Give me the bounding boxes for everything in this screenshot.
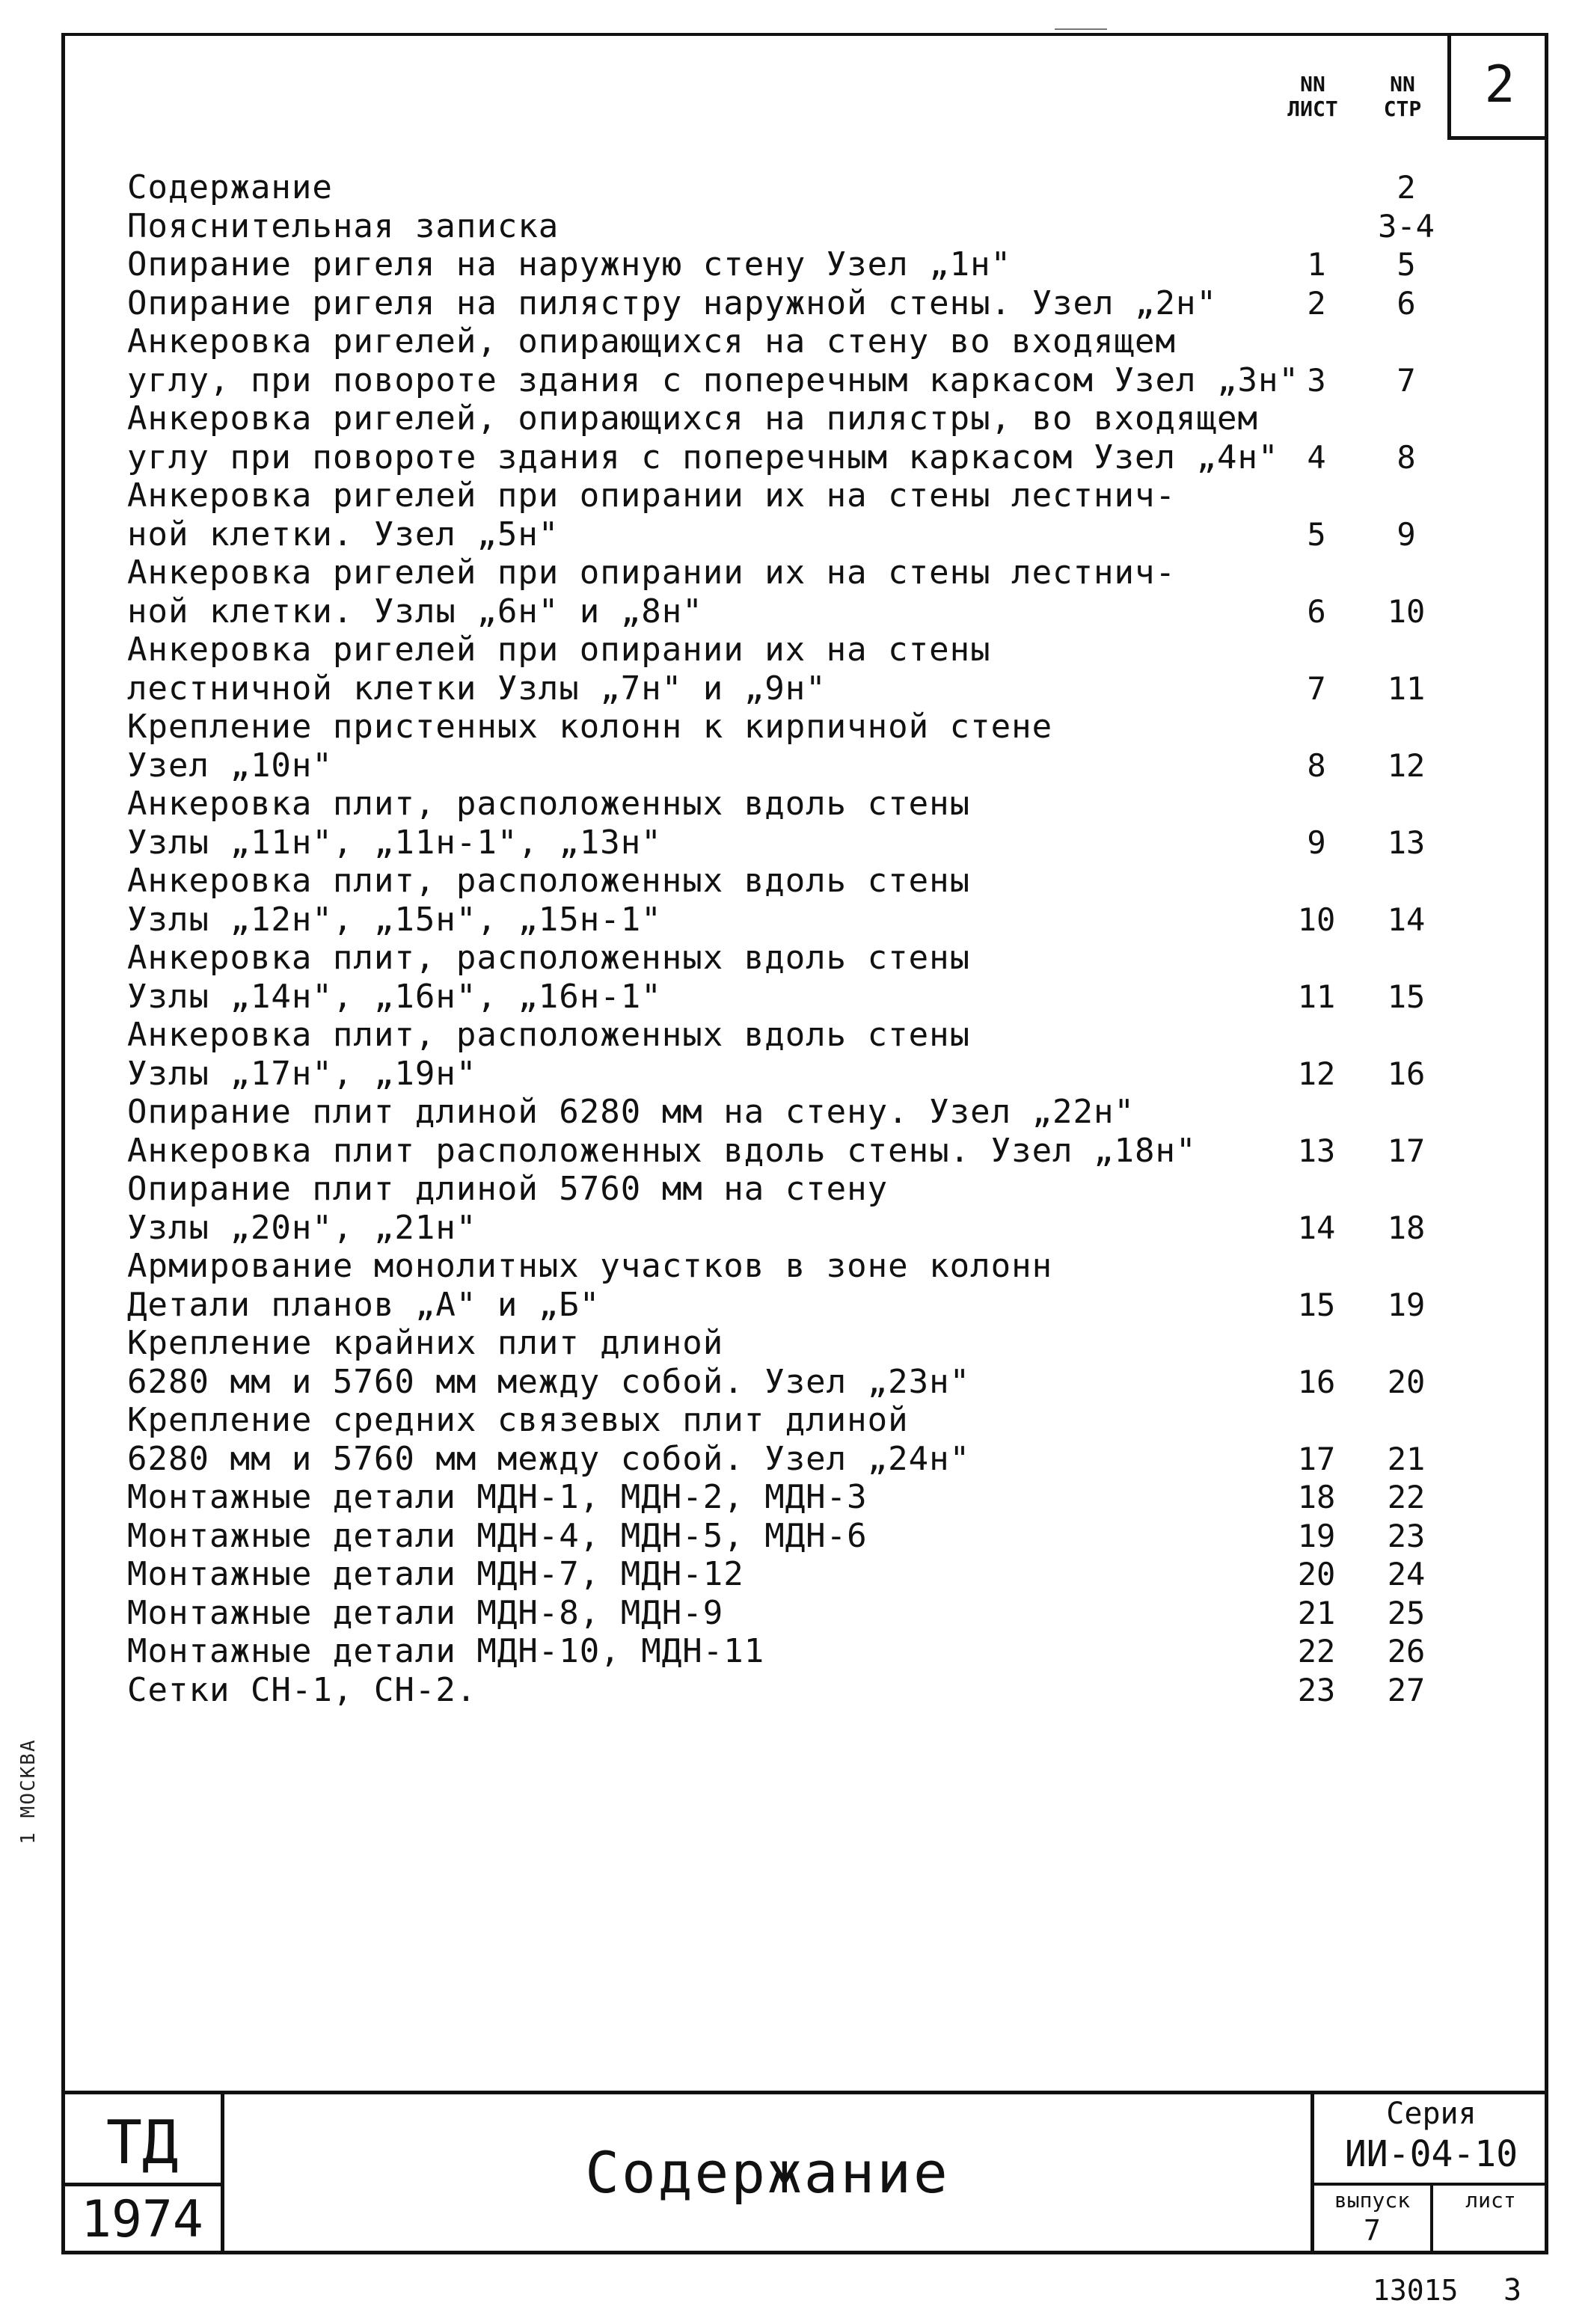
toc-sheet-number: 23 <box>1297 1671 1336 1708</box>
toc-sheet-number: 18 <box>1297 1479 1336 1515</box>
toc-page-number: 21 <box>1387 1440 1426 1477</box>
toc-entry-line: Пояснительная записка <box>127 206 560 245</box>
title-block-series-divider <box>1310 2183 1548 2186</box>
toc-page-number: 23 <box>1387 1517 1426 1554</box>
column-header-page-line1: NN <box>1390 72 1415 96</box>
toc-entry-line: 6280 мм и 5760 мм между собой. Узел „23н" <box>127 1362 971 1401</box>
toc-entry-line: Содержание <box>127 168 333 206</box>
toc-page-number: 9 <box>1397 515 1416 553</box>
toc-entry-line: лестничной клетки Узлы „7н" и „9н" <box>127 669 827 708</box>
toc-sheet-number: 10 <box>1297 901 1336 938</box>
toc-entry-line: Детали планов „А" и „Б" <box>127 1285 601 1324</box>
toc-sheet-number: 19 <box>1297 1517 1336 1554</box>
toc-sheet-number: 8 <box>1307 746 1326 784</box>
toc-sheet-number: 1 <box>1307 246 1326 283</box>
toc-entry-line: Анкеровка ригелей, опирающихся на пилястры, во входящем <box>127 399 1258 438</box>
toc-entry-line: Анкеровка ригелей, опирающихся на стену во входящем <box>127 322 1177 361</box>
toc-entry-line: Монтажные детали МДН-1, МДН-2, МДН-3 <box>127 1478 868 1516</box>
toc-entry-line: Опирание ригеля на наружную стену Узел „1н" <box>127 245 1012 283</box>
toc-page-number: 20 <box>1387 1363 1426 1400</box>
toc-page-number: 25 <box>1387 1594 1426 1631</box>
toc-sheet-number: 4 <box>1307 438 1326 476</box>
toc-page-number: 11 <box>1387 669 1426 707</box>
toc-entry-line: Опирание плит длиной 5760 мм на стену <box>127 1170 889 1208</box>
toc-page-number: 26 <box>1387 1633 1426 1670</box>
toc-entry-line: Узлы „11н", „11н-1", „13н" <box>127 823 662 862</box>
bottom-note-left: 13015 <box>1373 2274 1459 2307</box>
bottom-note-right: 3 <box>1503 2273 1522 2308</box>
toc-entry-line: Анкеровка плит, расположенных вдоль стены <box>127 1016 971 1054</box>
toc-sheet-number: 2 <box>1307 284 1326 322</box>
toc-page-number: 5 <box>1397 246 1416 283</box>
toc-entry-line: Монтажные детали МДН-10, МДН-11 <box>127 1632 765 1670</box>
title-block-top-line <box>61 2091 1548 2094</box>
toc-sheet-number: 14 <box>1297 1209 1336 1246</box>
toc-entry-line: Анкеровка плит, расположенных вдоль стены <box>127 939 971 977</box>
toc-entry-line: Опирание плит длиной 6280 мм на стену. Узел „22н" <box>127 1093 1135 1131</box>
toc-entry-line: Узлы „17н", „19н" <box>127 1054 477 1093</box>
toc-entry-line: Монтажные детали МДН-8, МДН-9 <box>127 1593 724 1632</box>
issue-value: 7 <box>1364 2214 1381 2247</box>
toc-entry-line: углу, при повороте здания с поперечным каркасом Узел „3н" <box>127 361 1299 399</box>
toc-page-number: 17 <box>1387 1132 1426 1169</box>
toc-sheet-number: 5 <box>1307 515 1326 553</box>
title-block-year-divider <box>61 2183 222 2186</box>
column-header-sheet-line1: NN <box>1300 72 1325 96</box>
page-number-box <box>1447 33 1548 140</box>
toc-entry-line: Анкеровка ригелей при опирании их на стены лестнич- <box>127 554 1177 592</box>
toc-page-number: 12 <box>1387 746 1426 784</box>
top-mark <box>1055 28 1107 30</box>
toc-page-number: 14 <box>1387 901 1426 938</box>
toc-page-number: 24 <box>1387 1556 1426 1592</box>
toc-entry-line: Анкеровка ригелей при опирании их на стены <box>127 631 991 669</box>
toc-entry-line: Анкеровка плит, расположенных вдоль стены <box>127 862 971 900</box>
toc-sheet-number: 7 <box>1307 669 1326 707</box>
sheet-title: Содержание <box>585 2139 950 2206</box>
toc-page-number: 7 <box>1397 361 1416 399</box>
year: 1974 <box>81 2190 203 2249</box>
toc-page-number: 19 <box>1387 1286 1426 1323</box>
toc-entry-line: ной клетки. Узлы „6н" и „8н" <box>127 592 703 631</box>
toc-entry-line: Сетки СН-1, СН-2. <box>127 1670 477 1709</box>
toc-page-number: 2 <box>1397 169 1416 206</box>
toc-entry-line: ной клетки. Узел „5н" <box>127 515 560 554</box>
toc-sheet-number: 11 <box>1297 978 1336 1015</box>
toc-entry-line: Анкеровка ригелей при опирании их на стены лестнич- <box>127 476 1177 515</box>
series-label: Серия <box>1386 2097 1477 2131</box>
toc-entry-line: Анкеровка плит расположенных вдоль стены. Узел „18н" <box>127 1131 1197 1170</box>
toc-entry-line: углу при повороте здания с поперечным каркасом Узел „4н" <box>127 438 1279 476</box>
toc-entry-line: Крепление пристенных колонн к кирпичной стене <box>127 708 1053 746</box>
issue-label: выпуск <box>1334 2188 1411 2213</box>
toc-entry-line: Узлы „12н", „15н", „15н-1" <box>127 900 662 939</box>
toc-page-number: 16 <box>1387 1055 1426 1092</box>
column-header-sheet <box>1275 72 1350 121</box>
column-header-sheet-line2: ЛИСТ <box>1287 96 1338 121</box>
toc-page-number: 3-4 <box>1378 207 1435 245</box>
sheet-label: лист <box>1465 2188 1516 2213</box>
toc-sheet-number: 22 <box>1297 1633 1336 1670</box>
toc-page-number: 10 <box>1387 592 1426 630</box>
toc-sheet-number: 3 <box>1307 361 1326 399</box>
toc-page-number: 22 <box>1387 1479 1426 1515</box>
toc-sheet-number: 12 <box>1297 1055 1336 1092</box>
page-number: 2 <box>1484 55 1515 114</box>
toc-sheet-number: 9 <box>1307 824 1326 861</box>
toc-sheet-number: 21 <box>1297 1594 1336 1631</box>
side-print <box>13 1608 43 1982</box>
toc-entry-line: Анкеровка плит, расположенных вдоль стены <box>127 785 971 823</box>
series-value: ИИ-04-10 <box>1344 2133 1518 2175</box>
toc-entry-line: Узлы „14н", „16н", „16н-1" <box>127 977 662 1016</box>
toc-sheet-number: 13 <box>1297 1132 1336 1169</box>
toc-entry-line: Армирование монолитных участков в зоне колонн <box>127 1247 1053 1285</box>
column-header-page-line2: СТР <box>1383 96 1422 121</box>
toc-page-number: 27 <box>1387 1671 1426 1708</box>
toc-sheet-number: 6 <box>1307 592 1326 630</box>
toc-page-number: 6 <box>1397 284 1416 322</box>
toc-page-number: 8 <box>1397 438 1416 476</box>
toc-sheet-number: 15 <box>1297 1286 1336 1323</box>
toc-page-number: 13 <box>1387 824 1426 861</box>
toc-entry-line: Узлы „20н", „21н" <box>127 1208 477 1247</box>
org-code: ТД <box>105 2108 179 2177</box>
toc-entry-line: Монтажные детали МДН-7, МДН-12 <box>127 1555 744 1593</box>
toc-page-number: 18 <box>1387 1209 1426 1246</box>
side-print-bottom: 1 MOCKBA <box>17 1738 40 1845</box>
toc-entry-line: Монтажные детали МДН-4, МДН-5, МДН-6 <box>127 1516 868 1555</box>
column-header-page <box>1365 72 1440 121</box>
toc-entry-line: Узел „10н" <box>127 746 333 785</box>
toc-entry-line: 6280 мм и 5760 мм между собой. Узел „24н" <box>127 1439 971 1478</box>
toc-sheet-number: 20 <box>1297 1556 1336 1592</box>
toc-entry-line: Опирание ригеля на пилястру наружной стены. Узел „2н" <box>127 283 1217 322</box>
toc-entry-line: Крепление крайних плит длиной <box>127 1324 724 1362</box>
toc-sheet-number: 16 <box>1297 1363 1336 1400</box>
toc-page-number: 15 <box>1387 978 1426 1015</box>
toc-sheet-number: 17 <box>1297 1440 1336 1477</box>
toc-entry-line: Крепление средних связевых плит длиной <box>127 1401 909 1439</box>
